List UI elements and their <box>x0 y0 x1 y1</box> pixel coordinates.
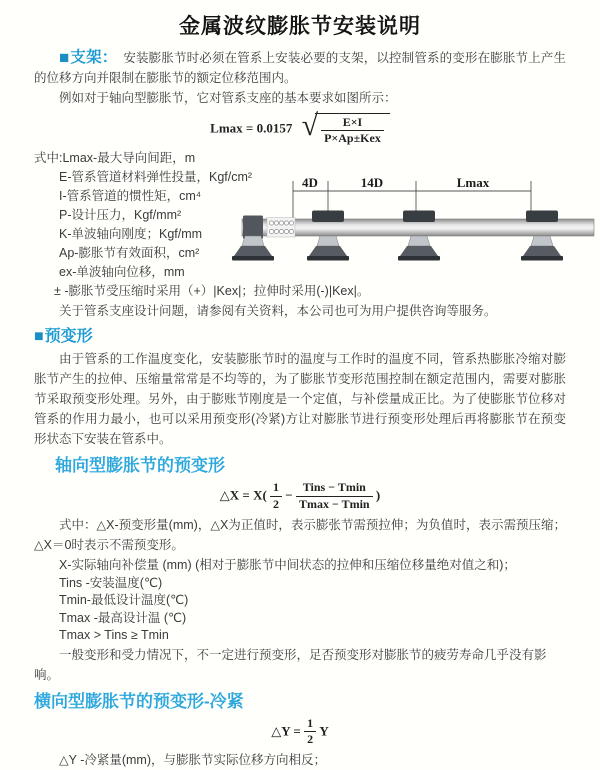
variable-definition: I-管系管道的惯性矩，cm⁴ <box>59 189 202 204</box>
support-example-line: 例如对于轴向型膨胀节，它对管系支座的基本要求如图所示： <box>59 91 397 105</box>
axial-formula-rhs: ) <box>375 488 381 504</box>
predeform-section-heading <box>34 326 566 347</box>
lateral-formula-rhs: Y <box>319 723 329 739</box>
predeform-heading-text: 预变形 <box>44 328 93 346</box>
axial-note-line: 一般变形和受力情况下，不一定进行预变形，足否预变形对膨胀节的疲劳寿命几乎没有影响。 <box>34 647 547 682</box>
square-root <box>301 109 390 146</box>
page-title: 金属波纹膨胀节安装说明 <box>179 15 421 38</box>
axial-explain-paragraph: 式中：△X-预变形量(mm)，△X为正值时，表示膨张节需预拉伸；为负值时，表示需预压缩；△X＝0时表示不需预变形。 <box>34 517 566 552</box>
axial-x-definition: X-实际轴向补偿量 (mm) (相对于膨胀节中间状态的拉伸和压缩位移量绝对值之和)； <box>59 557 516 572</box>
section-square-icon: ■ <box>59 48 70 67</box>
lateral-formula-lhs: △Y = <box>271 723 301 739</box>
lmax-fraction-denominator: P×Ap±Kex <box>324 131 381 146</box>
temperature-relation: Tmax > Tins ≥ Tmin <box>59 628 169 643</box>
support-section-heading: 支架： <box>70 49 118 66</box>
support-intro-text: 安装膨胀节时必须在管系上安装必要的支架，以控制管系的变形在膨胀节上产生的位移方向并限制在膨胀节的额定位移范围内。 <box>34 51 566 85</box>
temperature-definition: Tmin-最低设计温度(℃) <box>59 593 189 608</box>
temperature-fraction: $\frac{\text{Tins − Tmin}}{Tmax - Tmin}$ <box>296 481 373 510</box>
lmax-fraction-numerator: E×I <box>321 116 384 131</box>
dim-label-lmax: Lmax <box>456 175 490 191</box>
support-intro-paragraph <box>34 48 566 88</box>
axial-predeform-formula <box>34 481 566 510</box>
one-half-fraction: $\frac{1}{2}$ <box>304 717 316 746</box>
section-square-icon: ■ <box>34 328 44 346</box>
temperature-definition: Tmax -最高设计温 (℃) <box>59 610 187 625</box>
variable-definition: P-设计压力，Kgf/mm² <box>59 208 182 223</box>
support-note-line: 关于管系支座设计问题，请参阅有关资料，本公司也可为用户提供咨询等服务。 <box>59 304 497 319</box>
lmax-fraction <box>321 116 384 145</box>
dim-label-14d: 14D <box>360 175 384 191</box>
bellows <box>267 218 295 238</box>
temperature-definition: Tins -安装温度(℃) <box>59 575 163 590</box>
variable-definition: ex-单波轴向位移，mm <box>59 265 185 280</box>
radical-sign-icon: √ <box>301 109 319 142</box>
minus-sign: − <box>285 488 293 504</box>
lateral-subheading: 横向型膨胀节的预变形-冷紧 <box>34 691 244 711</box>
axial-formula-lhs: △X = X( <box>219 488 267 504</box>
support-variables-block <box>34 149 566 301</box>
variable-definition: E-管系管道材料弹性投量，Kgf/cm² <box>59 170 253 185</box>
axial-subheading: 轴向型膨胀节的预变形 <box>55 456 225 476</box>
pipe-support-diagram <box>240 173 598 277</box>
dim-label-4d: 4D <box>302 175 318 191</box>
variable-definition: K-单波轴向刚度；Kgf/mm <box>59 227 203 242</box>
variable-definition: 式中:Lmax-最大导向间距，m <box>34 151 196 166</box>
one-half-fraction: $\frac{1}{2}$ <box>270 481 282 510</box>
predeform-body-paragraph: 由于管系的工作温度变化，安装膨胀节时的温度与工作时的温度不同，管系热膨胀冷缩对膨胀节产生的拉伸、压缩量常常是不均等的，为了膨胀节变形范围控制在额定范围内，需要对膨胀节采取预变形处理。另外，由于膨账节刚度是一个定值，与补偿量成正比。为了使膨胀节位移对管系的作用力最小，也可以采用预变形(冷紧)方让对膨胀节进行预变形处理后再将膨胀节在预变形状态下安装在管系中。 <box>34 352 566 447</box>
variable-definition: ± -膨胀节受压缩时采用（+）|Kex|；拉伸时采用(-)|Kex|。 <box>54 284 370 299</box>
document-page <box>0 10 600 768</box>
lateral-y-definition: △Y -冷紧量(mm)，与膨胀节实际位移方向相反； <box>59 753 327 768</box>
lateral-coldtight-formula <box>34 717 566 746</box>
lmax-formula-lhs: Lmax = 0.0157 <box>210 120 293 136</box>
anchor-collar <box>243 216 263 240</box>
lmax-formula <box>34 109 566 146</box>
variable-definition: Ap-膨胀节有效面积，cm² <box>59 246 200 261</box>
